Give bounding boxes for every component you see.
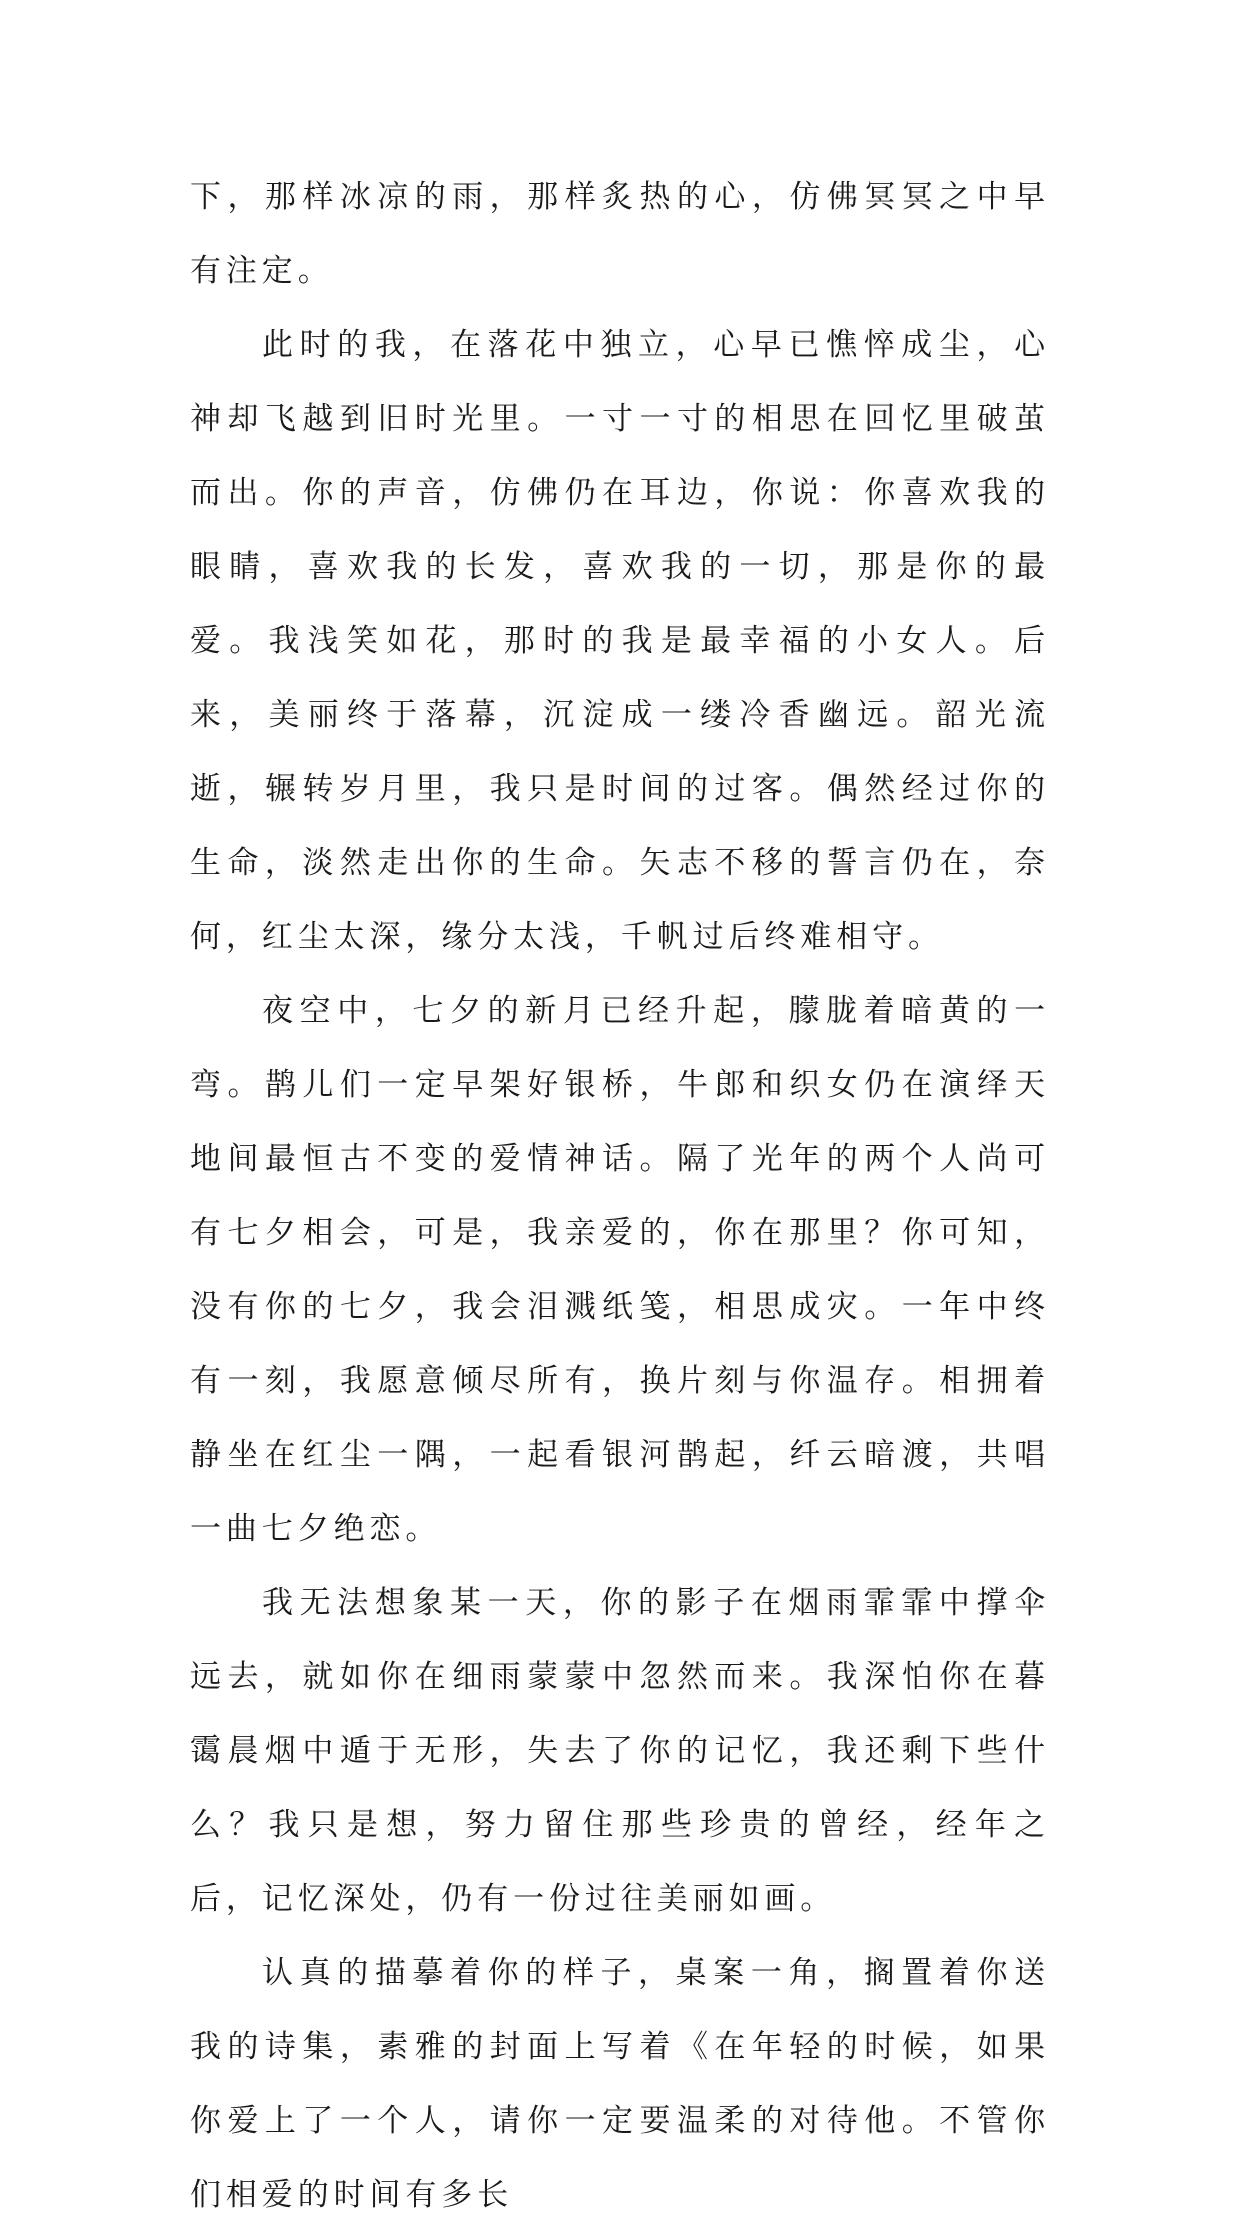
paragraph: 夜空中，七夕的新月已经升起，朦胧着暗黄的一弯。鹊儿们一定早架好银桥，牛郎和织女仍在演绎天地间最恒古不变的爱情神话。隔了光年的两个人尚可有七夕相会，可是，我亲爱的，你在那里？你可知，没有你的七夕，我会泪溅纸笺，相思成灾。一年中终有一刻，我愿意倾尽所有，换片刻与你温存。相拥着静坐在红尘一隅，一起看银河鹊起，纤云暗渡，共唱一曲七夕绝恋。 — [190, 993, 1050, 1547]
paragraph: 我无法想象某一天，你的影子在烟雨霏霏中撑伞远去，就如你在细雨蒙蒙中忽然而来。我深怕你在暮霭晨烟中遁于无形，失去了你的记忆，我还剩下些什么？我只是想，努力留住那些珍贵的曾经，经年之后，记忆深处，仍有一份过往美丽如画。 — [190, 1585, 1050, 1917]
document-body — [190, 160, 1050, 2232]
paragraph: 此时的我，在落花中独立，心早已憔悴成尘，心神却飞越到旧时光里。一寸一寸的相思在回忆里破茧而出。你的声音，仿佛仍在耳边，你说：你喜欢我的眼睛，喜欢我的长发，喜欢我的一切，那是你的最爱。我浅笑如花，那时的我是最幸福的小女人。后来，美丽终于落幕，沉淀成一缕冷香幽远。韶光流逝，辗转岁月里，我只是时间的过客。偶然经过你的生命，淡然走出你的生命。矢志不移的誓言仍在，奈何，红尘太深，缘分太浅，千帆过后终难相守。 — [190, 327, 1050, 955]
paragraph: 认真的描摹着你的样子，桌案一角，搁置着你送我的诗集，素雅的封面上写着《在年轻的时候，如果你爱上了一个人，请你一定要温柔的对待他。不管你们相爱的时间有多长 — [190, 1955, 1050, 2213]
paragraph-continuation: 下，那样冰凉的雨，那样炙热的心，仿佛冥冥之中早有注定。 — [190, 179, 1050, 289]
